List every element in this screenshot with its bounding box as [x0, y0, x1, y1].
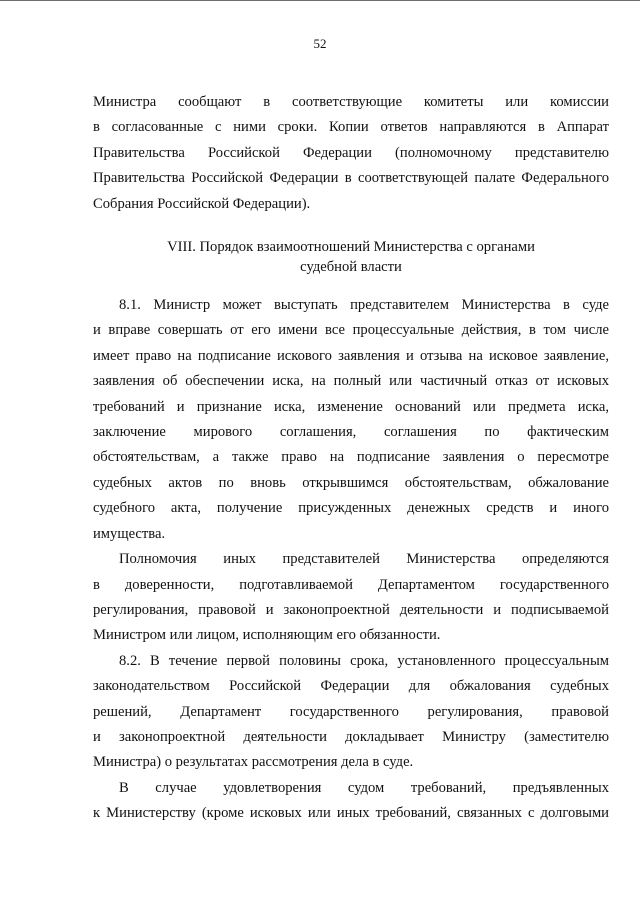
text-line: судебного акта, получение присужденных денежных средств и иного — [93, 500, 609, 517]
top-rule — [0, 0, 640, 1]
document-body — [93, 90, 609, 827]
section-heading-line: судебной власти — [300, 259, 402, 276]
text-line: и вправе совершать от его имени все процессуальные действия, в том числе — [93, 322, 609, 339]
text-line: к Министерству (кроме исковых или иных требований, связанных с долговыми — [93, 805, 609, 822]
text-line: судебных актов по вновь открывшимся обстоятельствам, обжалование — [93, 474, 609, 491]
paragraph-8-1 — [93, 293, 609, 547]
paragraph-8-2 — [93, 649, 609, 776]
section-heading — [93, 237, 609, 277]
text-line: имеет право на подписание искового заявления и отзыва на исковое заявление, — [93, 347, 609, 364]
text-line: регулирования, правовой и законопроектной деятельности и подписываемой — [93, 601, 609, 618]
text-line: Полномочия иных представителей Министерства определяются — [119, 551, 609, 568]
text-line: требований и признание иска, изменение оснований или предмета иска, — [93, 398, 609, 415]
text-line: 8.1. Министр может выступать представителем Министерства в суде — [119, 297, 609, 314]
text-line: Министром или лицом, исполняющим его обязанности. — [93, 627, 441, 644]
text-line: заключение мирового соглашения, соглашения по фактическим — [93, 424, 609, 441]
text-line: Правительства Российской Федерации в соответствующей палате Федерального — [93, 170, 609, 187]
text-line: законодательством Российской Федерации для обжалования судебных — [93, 678, 609, 695]
text-line: имущества. — [93, 525, 166, 542]
paragraph-continuation — [93, 90, 609, 217]
paragraph-case — [93, 776, 609, 827]
paragraph-powers — [93, 547, 609, 649]
text-line: и законопроектной деятельности докладывает Министру (заместителю — [93, 728, 609, 745]
page-number: 52 — [313, 36, 327, 51]
text-line: Собрания Российской Федерации). — [93, 195, 311, 212]
text-line: 8.2. В течение первой половины срока, установленного процессуальным — [119, 652, 609, 669]
text-line: в доверенности, подготавливаемой Департаментом государственного — [93, 576, 609, 593]
section-heading-line: VIII. Порядок взаимоотношений Министерства с органами — [167, 239, 535, 256]
text-line: Министра) о результатах рассмотрения дела в суде. — [93, 754, 414, 771]
text-line: В случае удовлетворения судом требований, предъявленных — [119, 779, 609, 796]
text-line: в согласованные с ними сроки. Копии ответов направляются в Аппарат — [93, 119, 609, 136]
text-line: Министра сообщают в соответствующие комитеты или комиссии — [93, 94, 609, 110]
text-line: заявления об обеспечении иска, на полный или частичный отказ от исковых — [93, 373, 609, 390]
text-line: обстоятельствам, а также право на подписание заявления о пересмотре — [93, 449, 609, 466]
text-line: решений, Департамент государственного регулирования, правовой — [93, 703, 609, 720]
text-line: Правительства Российской Федерации (полномочному представителю — [93, 144, 609, 161]
